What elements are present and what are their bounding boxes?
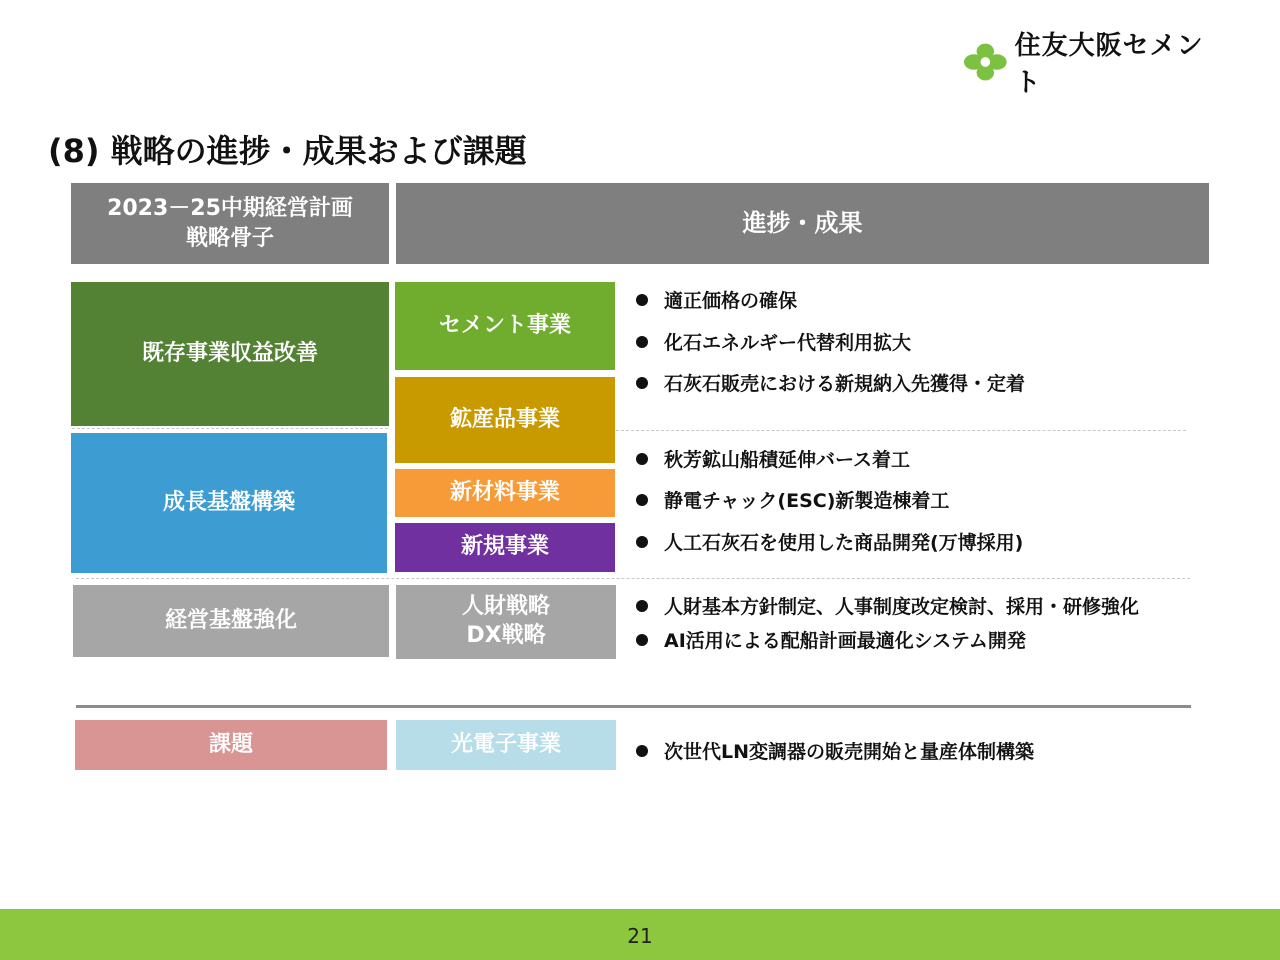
bullet-dot-icon xyxy=(636,294,648,306)
segment-dx-label: DX戦略 xyxy=(466,623,546,648)
bullet-item xyxy=(636,528,1023,555)
bullet-dot-icon xyxy=(636,377,648,389)
bullet-text: AI活用による配船計画最適化システム開発 xyxy=(664,630,1026,652)
page-title: (8) 戦略の進捗・成果および課題 xyxy=(48,132,527,170)
issues-divider xyxy=(76,705,1191,708)
segment-new-materials xyxy=(395,469,615,517)
segment-new-business-label: 新規事業 xyxy=(460,534,549,560)
bullet-text: 適正価格の確保 xyxy=(664,290,798,312)
segment-hr-label: 人財戦略 xyxy=(461,594,550,620)
bullet-item xyxy=(636,328,911,355)
separator-line-1 xyxy=(72,428,388,429)
pillar-existing-business xyxy=(71,282,389,426)
page-number: 21 xyxy=(627,923,653,948)
header-progress-label: 進捗・成果 xyxy=(742,208,863,237)
pillar-growth-foundation xyxy=(71,433,387,573)
bullet-dot-icon xyxy=(636,336,648,348)
segment-new-business xyxy=(395,523,615,572)
bullet-item xyxy=(636,369,1025,396)
segment-hr-dx xyxy=(396,585,616,659)
segment-cement xyxy=(395,282,615,370)
bullet-item xyxy=(636,486,949,513)
bullet-item xyxy=(636,445,910,472)
bullet-item xyxy=(636,286,797,313)
pillar-issues xyxy=(75,720,387,770)
bullet-dot-icon xyxy=(636,600,648,612)
bullet-dot-icon xyxy=(636,453,648,465)
bullet-item xyxy=(636,626,1026,653)
bullet-text: 石灰石販売における新規納入先獲得・定着 xyxy=(664,373,1026,395)
segment-new-materials-label: 新材料事業 xyxy=(449,479,560,505)
company-name: 住友大阪セメント xyxy=(1014,31,1204,98)
segment-optoelectronics xyxy=(396,720,616,770)
segment-mineral xyxy=(395,377,615,463)
bullet-dot-icon xyxy=(636,494,648,506)
header-progress xyxy=(396,183,1209,264)
header-strategy-framework xyxy=(71,183,389,264)
footer-bar xyxy=(0,909,1280,960)
separator-line-2 xyxy=(616,430,1186,431)
header-plan-title: 2023－25中期経営計画 xyxy=(107,195,353,221)
bullet-item xyxy=(636,737,1034,764)
bullet-text: 静電チャック(ESC)新製造棟着工 xyxy=(664,490,950,512)
header-plan-subtitle: 戦略骨子 xyxy=(185,225,274,251)
segment-cement-label: セメント事業 xyxy=(438,312,571,338)
bullet-text: 秋芳鉱山船積延伸バース着工 xyxy=(664,449,911,471)
pillar-issues-label: 課題 xyxy=(208,731,253,757)
bullet-text: 化石エネルギー代替利用拡大 xyxy=(664,332,912,354)
separator-line-3 xyxy=(76,578,1190,579)
pillar-existing-label: 既存事業収益改善 xyxy=(141,340,318,366)
bullet-text: 人工石灰石を使用した商品開発(万博採用) xyxy=(664,532,1024,554)
bullet-text: 人財基本方針制定、人事制度改定検討、採用・研修強化 xyxy=(664,596,1140,618)
pillar-management-foundation xyxy=(73,585,389,657)
logo-mark-icon xyxy=(964,42,1007,82)
bullet-text: 次世代LN変調器の販売開始と量産体制構築 xyxy=(664,741,1035,763)
segment-mineral-label: 鉱産品事業 xyxy=(449,406,560,432)
bullet-dot-icon xyxy=(636,745,648,757)
company-logo xyxy=(964,31,1224,98)
pillar-management-label: 経営基盤強化 xyxy=(164,607,297,633)
bullet-dot-icon xyxy=(636,634,648,646)
bullet-dot-icon xyxy=(636,536,648,548)
pillar-growth-label: 成長基盤構築 xyxy=(162,489,295,515)
segment-optoelectronics-label: 光電子事業 xyxy=(450,731,561,757)
bullet-item xyxy=(636,592,1139,619)
